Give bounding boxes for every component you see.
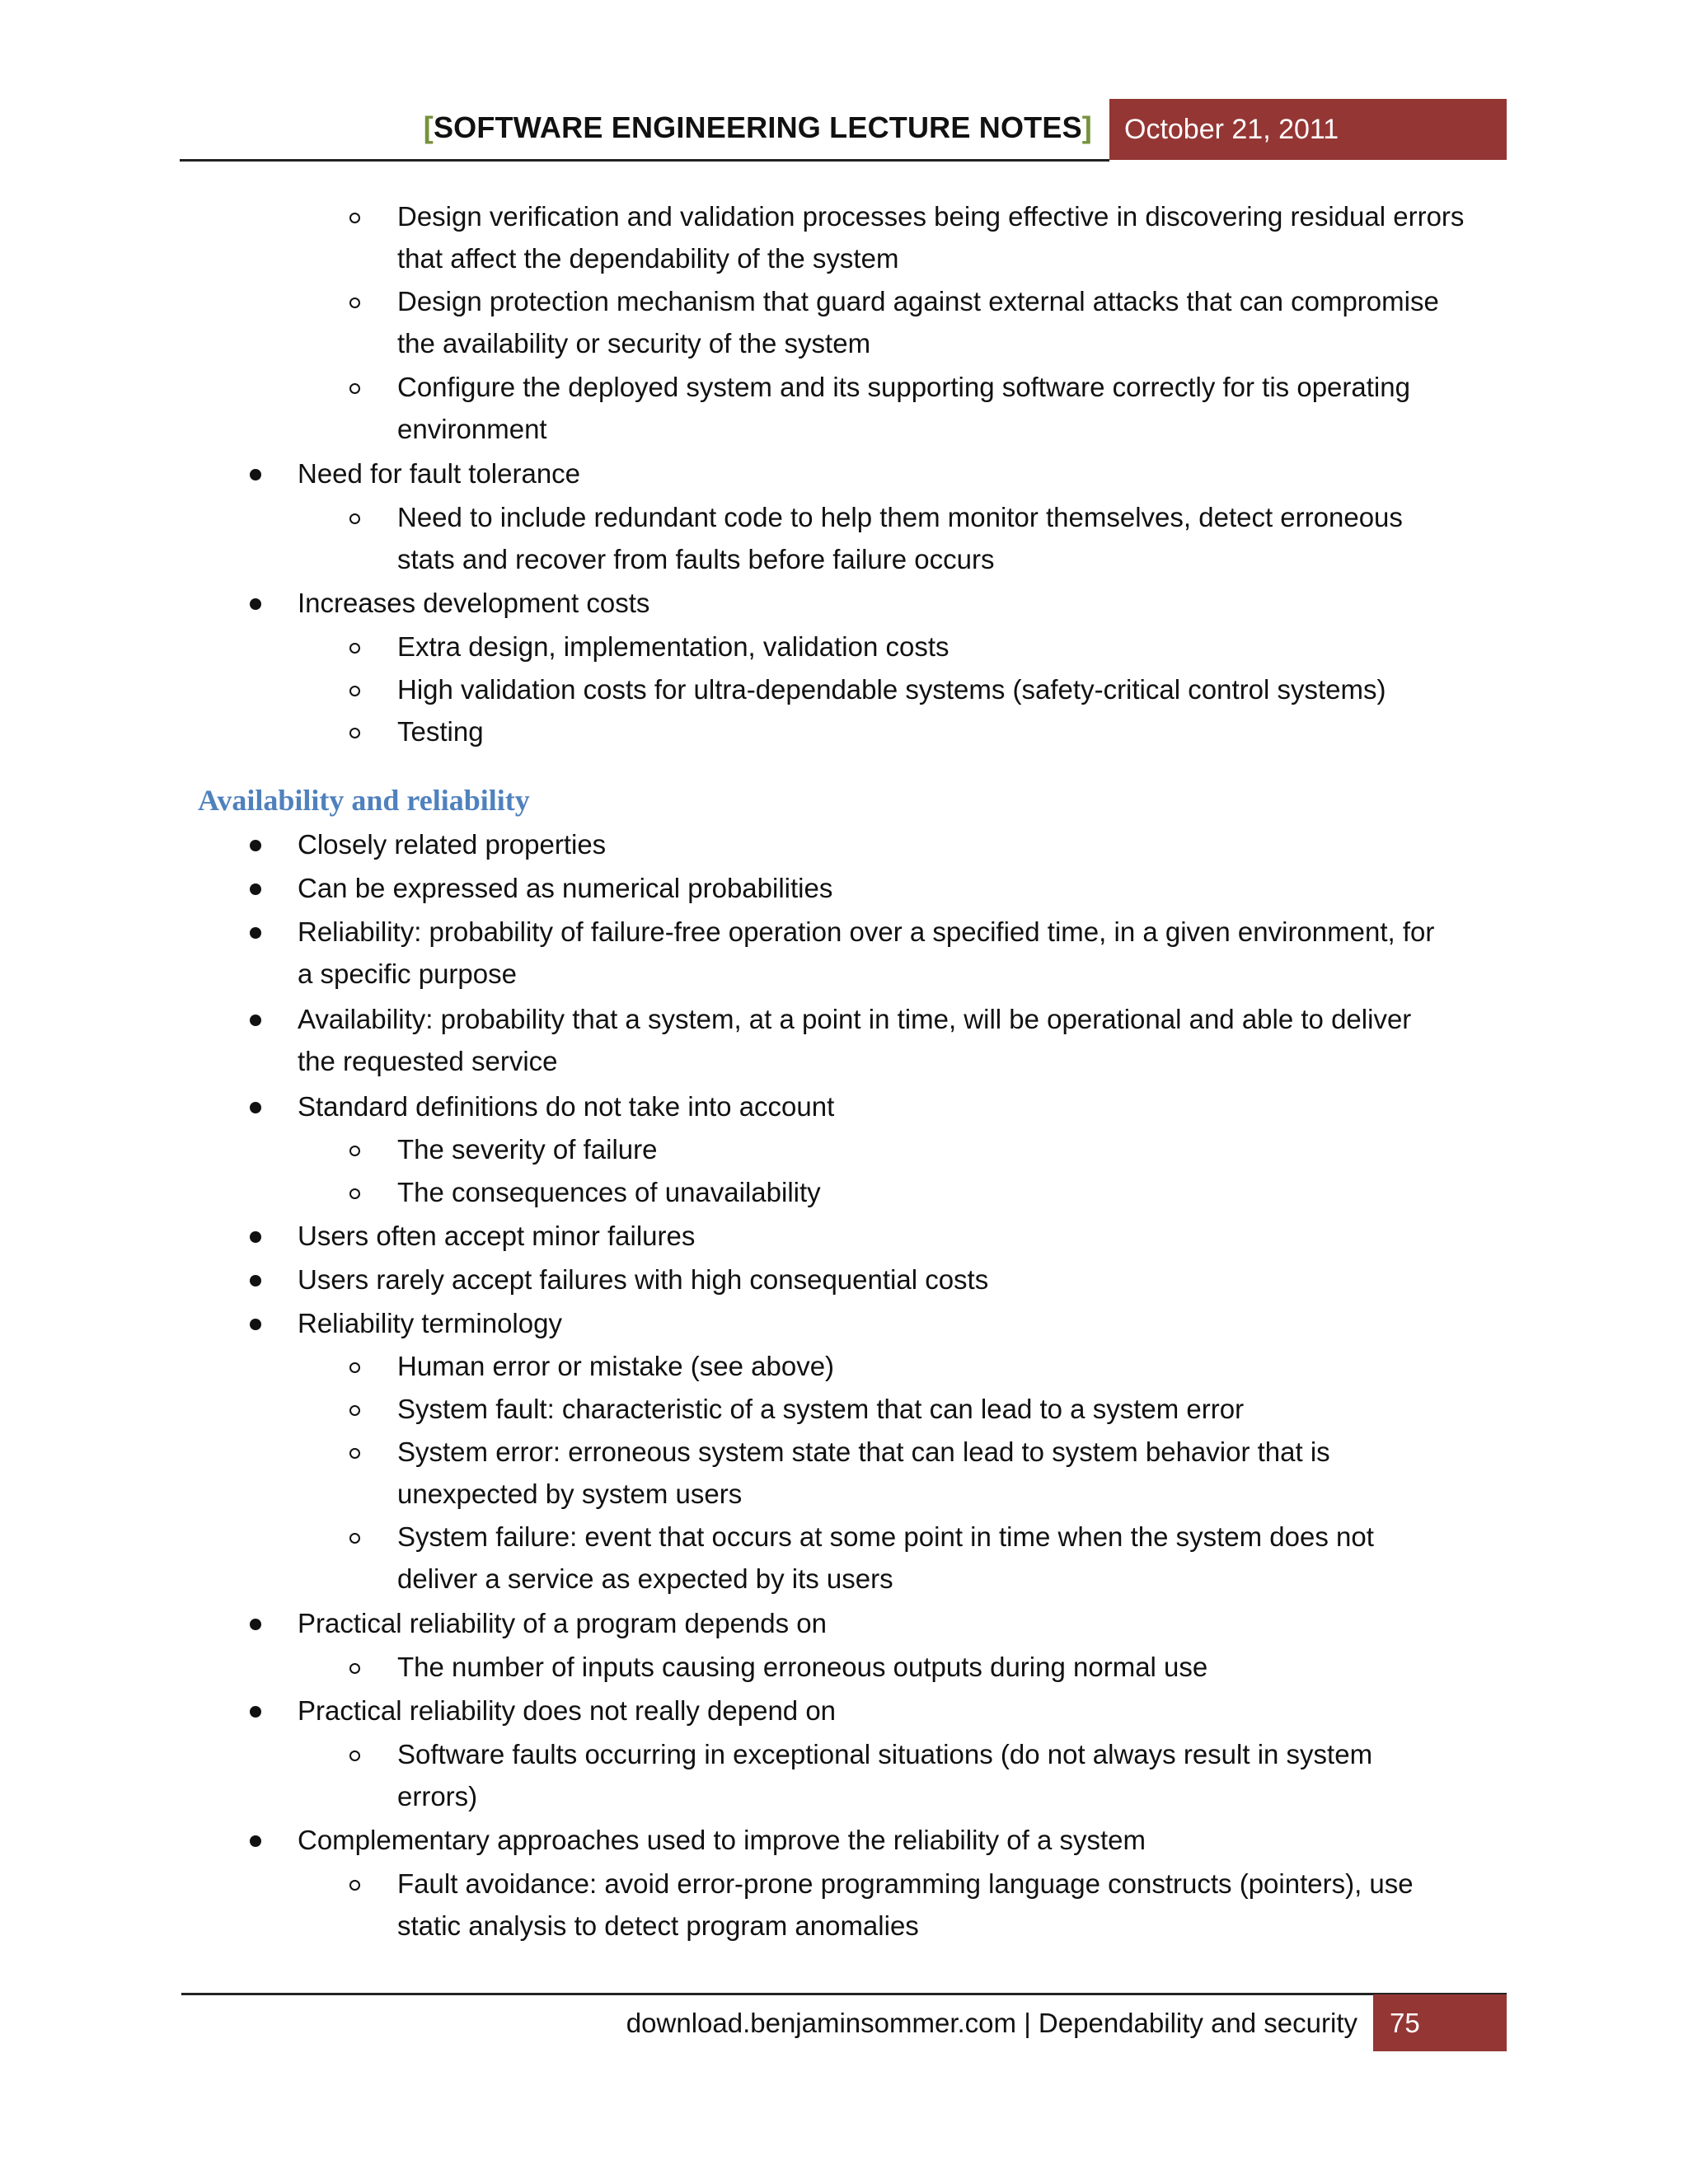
header-title-text: SOFTWARE ENGINEERING LECTURE NOTES [433,110,1082,144]
circle-bullet [349,383,360,394]
list-item: The consequences of unavailability [397,1177,821,1207]
circle-bullet [349,1405,360,1416]
circle-bullet [349,1750,360,1761]
list-item: Design verification and validation processes being effective in discovering residual errors [397,201,1465,232]
circle-bullet [349,513,360,524]
circle-bullet [349,686,360,696]
list-item: Practical reliability does not really depend on [298,1695,837,1726]
list-item: System error: erroneous system state that can lead to system behavior that is [397,1436,1330,1467]
header-title [424,110,1092,145]
circle-bullet [349,643,360,654]
circle-bullet [349,1880,360,1891]
list-item: Increases development costs [298,588,650,618]
list-item: Configure the deployed system and its supporting software correctly for tis operating [397,372,1410,402]
circle-bullet [349,1146,360,1156]
bullet [250,1706,261,1718]
circle-bullet [349,1362,360,1373]
list-item: Design protection mechanism that guard against external attacks that can compromise [397,286,1439,316]
list-item-continuation: the availability or security of the system [397,328,871,359]
circle-bullet [349,1533,360,1544]
bullet [250,1619,261,1630]
bullet [250,883,261,895]
list-item: Need to include redundant code to help them monitor themselves, detect erroneous [397,502,1403,532]
list-item: System fault: characteristic of a system that can lead to a system error [397,1394,1245,1424]
list-item: Practical reliability of a program depends on [298,1608,828,1638]
circle-bullet [349,728,360,738]
bullet [250,1015,261,1026]
footer-divider [181,1993,1507,1995]
list-item: Need for fault tolerance [298,458,581,489]
circle-bullet [349,213,360,223]
header-bracket-close: ] [1081,110,1092,144]
bullet [250,1231,261,1243]
list-item: Complementary approaches used to improve the reliability of a system [298,1825,1146,1855]
bullet [250,598,261,610]
list-item: Software faults occurring in exceptional situations (do not always result in system [397,1739,1373,1769]
list-item: Users often accept minor failures [298,1221,696,1251]
list-item: High validation costs for ultra-dependable systems (safety-critical control systems) [397,674,1386,705]
list-item-continuation: environment [397,414,547,444]
bullet [250,1835,261,1847]
list-item: The severity of failure [397,1134,658,1165]
list-item: The number of inputs causing erroneous outputs during normal use [397,1652,1208,1682]
list-item: Reliability: probability of failure-free operation over a specified time, in a given environment, for [298,916,1435,947]
list-item-continuation: a specific purpose [298,958,517,989]
circle-bullet [349,1448,360,1459]
bullet [250,927,261,939]
section-heading: Availability and reliability [198,784,530,817]
circle-bullet [349,1188,360,1199]
header-date: October 21, 2011 [1124,114,1339,145]
page-number: 75 [1390,2008,1420,2038]
circle-bullet [349,1663,360,1674]
list-item-continuation: the requested service [298,1046,558,1076]
header-divider [180,159,1109,162]
footer-text: download.benjaminsommer.com | Dependability and security [626,2008,1357,2038]
list-item: Can be expressed as numerical probabilities [298,873,833,903]
circle-bullet [349,298,360,308]
bullet [250,840,261,851]
list-item: System failure: event that occurs at some point in time when the system does not [397,1521,1374,1552]
list-item: Closely related properties [298,829,607,860]
list-item: Standard definitions do not take into account [298,1091,835,1122]
list-item: Testing [397,716,484,747]
list-item: Availability: probability that a system, at a point in time, will be operational and able to deliver [298,1004,1412,1034]
list-item: Human error or mistake (see above) [397,1351,835,1381]
list-item-continuation: errors) [397,1781,478,1811]
bullet [250,469,261,480]
list-item: Users rarely accept failures with high consequential costs [298,1264,989,1295]
list-item-continuation: stats and recover from faults before failure occurs [397,544,995,574]
list-item: Fault avoidance: avoid error-prone programming language constructs (pointers), use [397,1868,1414,1899]
list-item: Extra design, implementation, validation costs [397,631,950,662]
bullet [250,1319,261,1330]
header-bracket-open: [ [423,110,434,144]
bullet [250,1275,261,1286]
list-item-continuation: unexpected by system users [397,1479,743,1509]
list-item-continuation: deliver a service as expected by its users [397,1563,893,1594]
list-item-continuation: static analysis to detect program anomalies [397,1910,919,1941]
list-item: Reliability terminology [298,1308,562,1338]
list-item-continuation: that affect the dependability of the system [397,243,899,274]
bullet [250,1102,261,1113]
